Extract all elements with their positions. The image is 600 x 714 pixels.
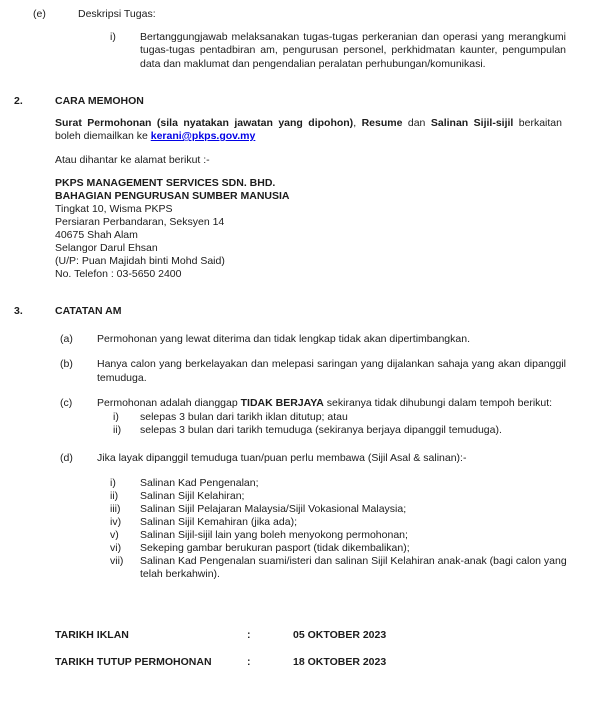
section-2-title: CARA MEMOHON — [55, 95, 144, 107]
note-c — [60, 397, 566, 438]
list-item-marker: v) — [110, 529, 119, 541]
list-item-text: Sekeping gambar berukuran pasport (tidak dikembalikan); — [140, 542, 410, 554]
note-b — [60, 358, 566, 385]
list-item-text: Salinan Kad Pengenalan suami/isteri dan salinan Sijil Kelahiran anak-anak (bagi calon yang telah berkahwin). — [140, 555, 567, 580]
note-c-body — [97, 397, 566, 438]
note-c-pre: Permohonan adalah dianggap — [97, 397, 241, 409]
note-c-sub-i-marker: i) — [113, 410, 119, 423]
note-d-marker: (d) — [60, 451, 73, 464]
list-item-text: Salinan Sijil Pelajaran Malaysia/Sijil Vokasional Malaysia; — [140, 503, 407, 515]
apply-bold-resume: Resume — [361, 116, 403, 129]
list-item — [110, 490, 572, 503]
documents-checklist — [0, 477, 600, 581]
list-item-marker: vi) — [110, 542, 122, 554]
note-b-marker: (b) — [60, 358, 73, 370]
address-attention-line: (U/P: Puan Majidah binti Mohd Said) — [55, 255, 225, 267]
note-a-text: Permohonan yang lewat diterima dan tidak lengkap tidak akan dipertimbangkan. — [97, 332, 470, 345]
note-a-marker: (a) — [60, 332, 73, 345]
alternative-line: Atau dihantar ke alamat berikut :- — [55, 153, 210, 166]
note-c-post: sekiranya tidak dihubungi dalam tempoh berikut: — [323, 397, 553, 409]
list-item-marker: vii) — [110, 555, 124, 567]
address-line: Tingkat 10, Wisma PKPS — [55, 203, 173, 215]
list-item — [110, 555, 572, 581]
note-c-text — [97, 397, 566, 411]
address-line: Selangor Darul Ehsan — [55, 242, 158, 254]
list-item-marker: i) — [110, 477, 116, 489]
note-d — [60, 452, 566, 466]
advert-date-label: TARIKH IKLAN — [55, 629, 129, 641]
list-item — [110, 529, 572, 542]
item-e-sub-i — [110, 31, 566, 72]
note-b-text: Hanya calon yang berkelayakan dan melepasi saringan yang dijalankan sahaja yang akan dipanggil temuduga. — [97, 358, 566, 384]
email-link[interactable]: kerani@pkps.gov.my — [150, 130, 256, 142]
address-block — [55, 177, 562, 281]
section-2-number: 2. — [14, 95, 23, 107]
section-3-title: CATATAN AM — [55, 305, 122, 317]
address-line: Persiaran Perbandaran, Seksyen 14 — [55, 216, 225, 228]
advert-date-row — [55, 629, 600, 643]
note-d-text: Jika layak dipanggil temuduga tuan/puan perlu membawa (Sijil Asal & salinan):- — [97, 451, 467, 464]
closing-date-colon: : — [247, 655, 251, 668]
list-item-marker: iv) — [110, 516, 122, 528]
section-3-number: 3. — [14, 305, 23, 317]
apply-paragraph — [55, 117, 562, 144]
apply-sep1: , — [353, 116, 362, 129]
address-phone-line: No. Telefon : 03-5650 2400 — [55, 268, 182, 280]
list-item — [110, 503, 572, 516]
advert-date-colon: : — [247, 629, 251, 641]
address-line: 40675 Shah Alam — [55, 229, 138, 241]
note-c-marker: (c) — [60, 397, 73, 409]
note-c-sub-i-text: selepas 3 bulan dari tarikh iklan ditutup; atau — [140, 410, 348, 423]
item-e-title: Deskripsi Tugas: — [78, 8, 156, 20]
closing-date-value: 18 OKTOBER 2023 — [293, 655, 387, 668]
list-item-text: Salinan Sijil-sijil lain yang boleh menyokong permohonan; — [140, 529, 408, 541]
apply-bold-sijil: Salinan Sijil-sijil — [430, 116, 514, 129]
note-c-sub-ii-text: selepas 3 bulan dari tarikh temuduga (sekiranya berjaya dipanggil temuduga). — [140, 424, 502, 436]
note-c-sub-i — [113, 411, 566, 425]
note-c-sub-ii-marker: ii) — [113, 424, 122, 436]
address-department: BAHAGIAN PENGURUSAN SUMBER MANUSIA — [55, 190, 290, 202]
list-item-text: Salinan Sijil Kelahiran; — [140, 490, 245, 502]
closing-date-label: TARIKH TUTUP PERMOHONAN — [55, 655, 212, 668]
list-item-text: Salinan Kad Pengenalan; — [140, 477, 259, 489]
list-item — [110, 542, 572, 555]
apply-sep2: dan — [402, 116, 431, 129]
closing-date-row — [55, 656, 600, 670]
section-3-heading — [14, 305, 600, 319]
note-a — [60, 333, 566, 347]
section-2-heading — [14, 95, 600, 109]
note-c-sub-ii — [113, 424, 566, 438]
apply-tail: berkaitan boleh diemailkan ke — [55, 116, 562, 142]
note-c-bold: TIDAK BERJAYA — [240, 397, 324, 409]
item-e-sub-i-marker: i) — [110, 30, 116, 43]
list-item-text: Salinan Sijil Kemahiran (jika ada); — [140, 516, 297, 528]
list-item-marker: ii) — [110, 490, 119, 502]
apply-bold-surat: Surat Permohonan (sila nyatakan jawatan yang dipohon) — [55, 116, 354, 129]
item-e-sub-i-text: Bertanggungjawab melaksanakan tugas-tugas perkeranian dan operasi yang merangkumi tugas-tugas pentadbiran am, pengurusan personel, perkhidmatan kaunter, pengumpulan data dan maklumat dan pengendalian peralatan perhubungan/komunikasi. — [140, 30, 566, 70]
address-company: PKPS MANAGEMENT SERVICES SDN. BHD. — [55, 177, 276, 189]
list-item — [110, 516, 572, 529]
list-item-marker: iii) — [110, 503, 121, 515]
list-item — [110, 477, 572, 490]
item-e-marker: (e) — [33, 8, 46, 20]
advert-date-value: 05 OKTOBER 2023 — [293, 629, 387, 641]
item-e — [33, 8, 600, 22]
